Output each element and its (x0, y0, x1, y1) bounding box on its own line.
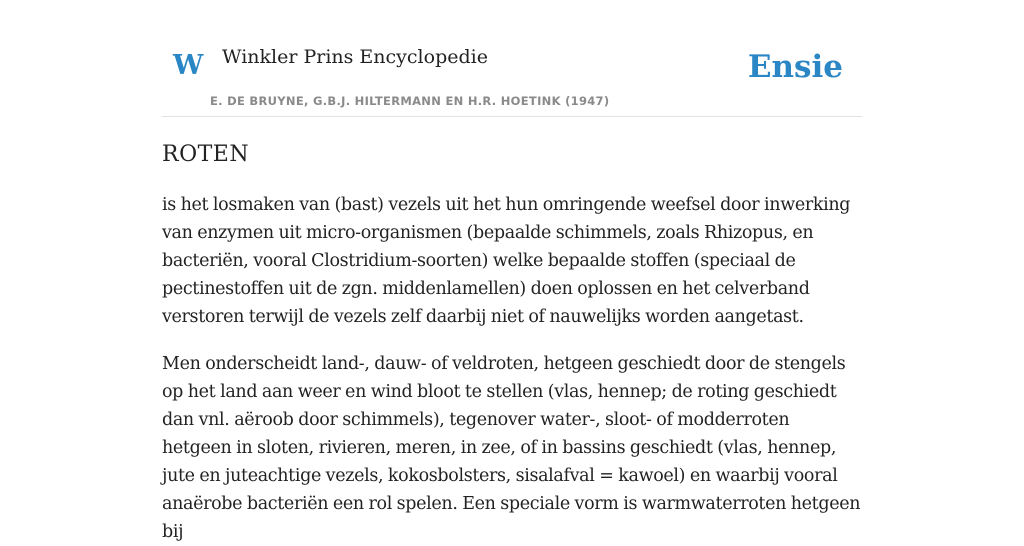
article-paragraph: Men onderscheidt land-, dauw- of veldroten, hetgeen geschiedt door de stengels op het land aan weer en wind bloot te stellen (vlas, hennep; de roting geschiedt dan vnl. aëroob door schimmels), tegenover water-, sloot- of modderroten hetgeen in sloten, rivieren, meren, in zee, of in bassins geschiedt (vlas, hennep, jute en juteachtige vezels, kokosbolsters, sisalafval = kawoel) en waarbij vooral anaërobe bacteriën een rol spelen. Een speciale vorm is warmwaterroten hetgeen bij (162, 353, 861, 542)
page (162, 0, 862, 542)
winkler-prins-logo[interactable]: W (173, 50, 204, 81)
header (162, 0, 862, 117)
book-authors: E. DE BRUYNE, G.B.J. HILTERMANN EN H.R. HOETINK (1947) (210, 94, 610, 108)
ensie-logo[interactable]: Ensie (747, 49, 843, 85)
article (162, 141, 862, 546)
book-title[interactable]: Winkler Prins Encyclopedie (222, 46, 488, 68)
article-headword: ROTEN (162, 142, 250, 167)
article-paragraph: is het losmaken van (bast) vezels uit het hun omringende weefsel door inwerking van enzymen uit micro-organismen (bepaalde schimmels, zoals Rhizopus, en bacteriën, vooral Clostridium-soorten) welke bepaalde stoffen (speciaal de pectinestoffen uit de zgn. middenlamellen) doen oplossen en het celverband verstoren terwijl de vezels zelf daarbij niet of nauwelijks worden aangetast. (162, 194, 851, 327)
